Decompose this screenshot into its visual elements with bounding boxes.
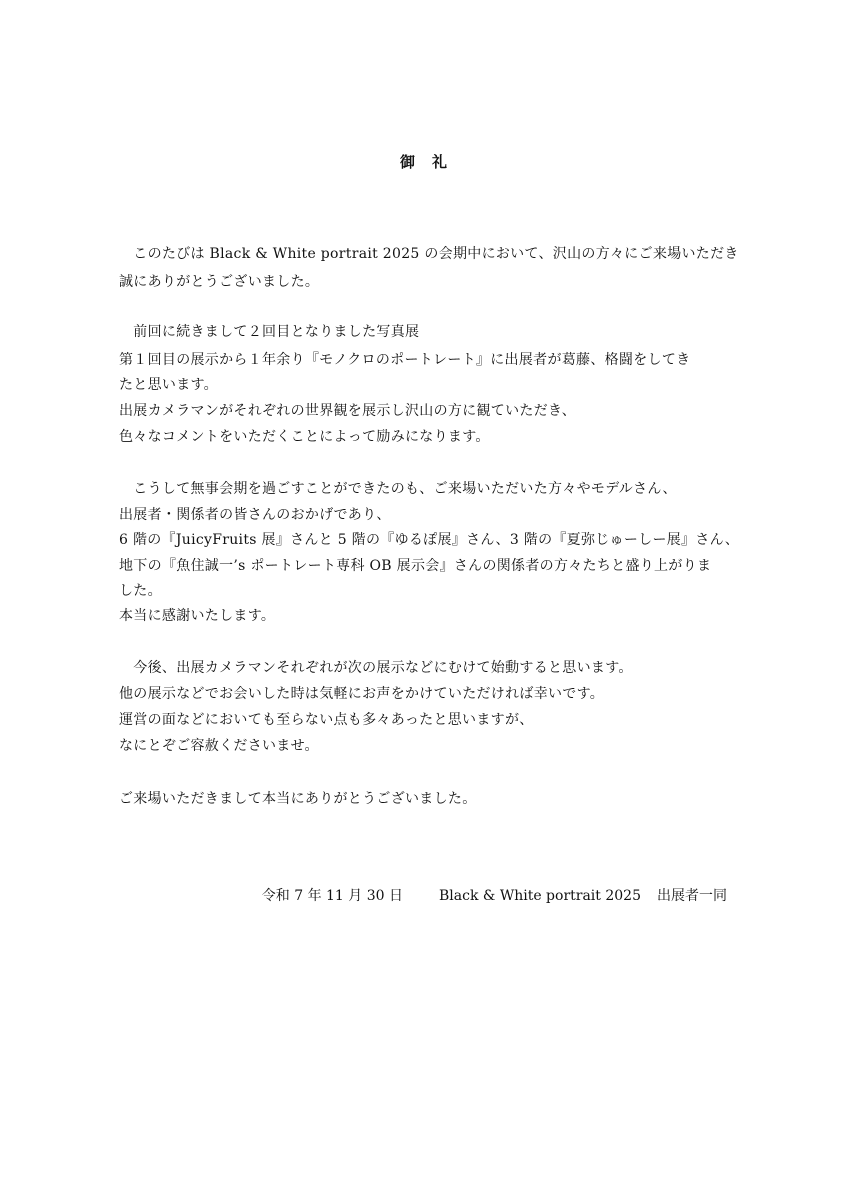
paragraph-line: した。 (119, 583, 162, 599)
paragraph-line: 地下の『魚住誠一’s ポートレート専科 OB 展示会』さんの関係者の方々たちと盛り上がりま (119, 558, 712, 574)
paragraph-line: たと思います。 (119, 377, 218, 393)
paragraph-line: 出展者・関係者の皆さんのおかげであり、 (119, 507, 391, 523)
paragraph-line: 出展カメラマンがそれぞれの世界観を展示し沢山の方に観ていただき、 (119, 403, 577, 419)
paragraph-line: 前回に続きまして２回目となりました写真展 (119, 324, 420, 340)
paragraph-line: 運営の面などにおいても至らない点も多々あったと思いますが、 (119, 712, 534, 728)
paragraph-line: 第１回目の展示から１年余り『モノクロのポートレート』に出展者が葛藤、格闘をしてき (119, 352, 691, 368)
paragraph-line: 本当に感謝いたします。 (119, 608, 276, 624)
paragraph-line: このたびは Black & White portrait 2025 の会期中において、沢山の方々にご来場いただき (119, 246, 739, 262)
paragraph-line: こうして無事会期を過ごすことができたのも、ご来場いただいた方々やモデルさん、 (119, 481, 677, 497)
signature-from: 出展者一同 (657, 888, 727, 904)
paragraph-line: 今後、出展カメラマンそれぞれが次の展示などにむけて始動すると思います。 (119, 660, 633, 676)
document-title: 御 礼 (399, 153, 448, 171)
paragraph-line: 色々なコメントをいただくことによって励みになります。 (119, 429, 490, 445)
signature-line (262, 886, 727, 906)
paragraph-line: 6 階の『JuicyFruits 展』さんと 5 階の『ゆるぽ展』さん、3 階の『夏弥じゅーしー展』さん、 (119, 532, 740, 548)
paragraph-line: ご来場いただきまして本当にありがとうございました。 (119, 791, 477, 807)
paragraph-line: 誠にありがとうございました。 (119, 274, 320, 290)
signature-date: 令和 7 年 11 月 30 日 (261, 888, 404, 904)
signature-event: Black & White portrait 2025 (439, 888, 641, 904)
paragraph-line: なにとぞご容赦くださいませ。 (119, 738, 319, 754)
paragraph-line: 他の展示などでお会いした時は気軽にお声をかけていただければ幸いです。 (119, 686, 605, 702)
